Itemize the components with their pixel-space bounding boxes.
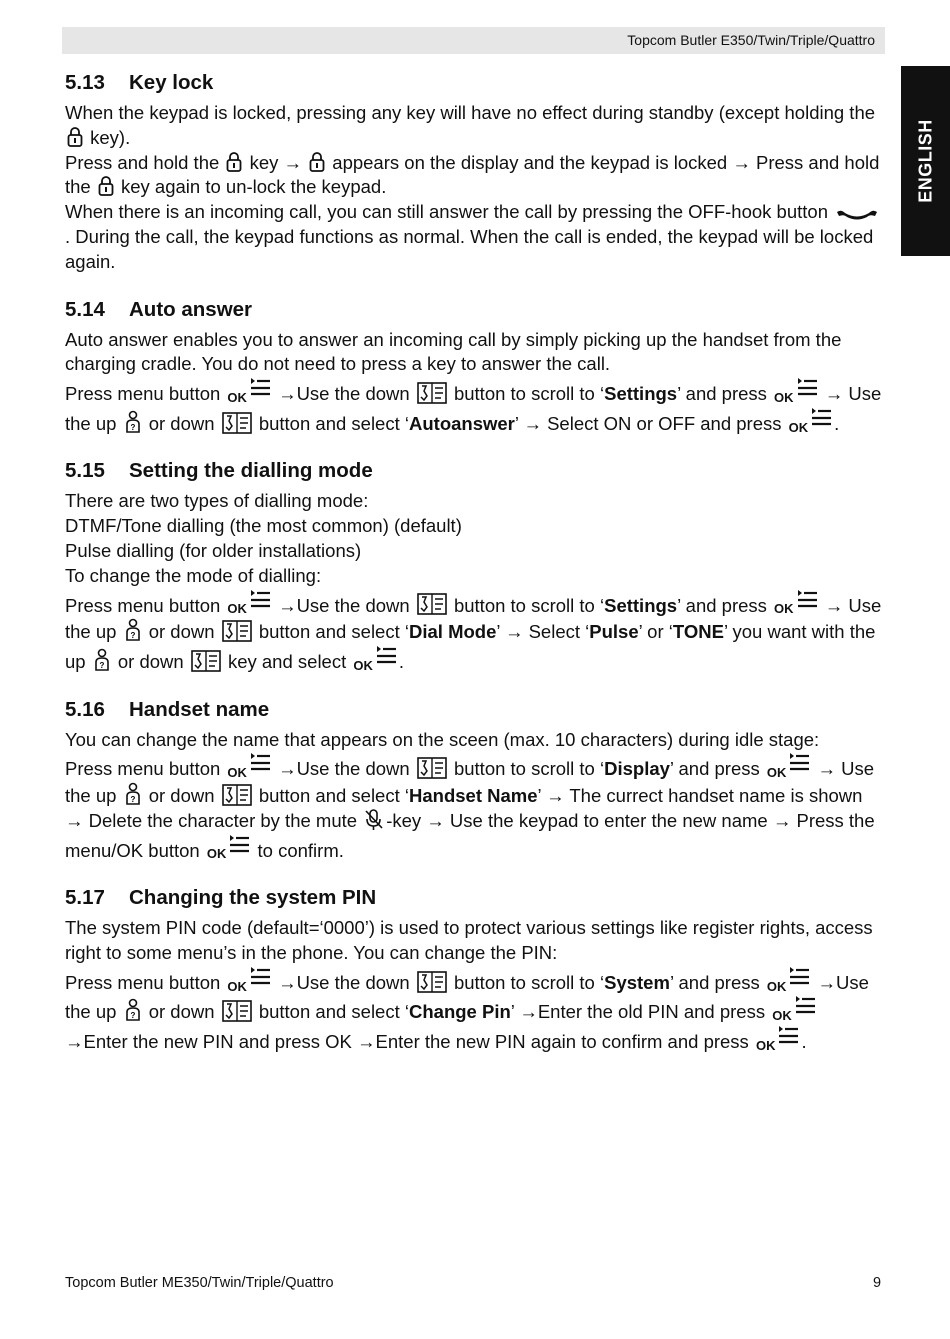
paragraph xyxy=(65,377,883,436)
section-number: 5.16 xyxy=(65,697,105,721)
paragraph xyxy=(65,966,883,1055)
paragraph: The system PIN code (default=‘0000’) is used to protect various settings like register rights, access right to some menu’s in the phone. You can change the PIN: xyxy=(65,917,873,963)
section-number: 5.14 xyxy=(65,297,105,321)
bold-term: Settings xyxy=(604,382,678,404)
ok-label: OK xyxy=(766,765,787,781)
paragraph xyxy=(65,151,883,201)
text: →Use the down xyxy=(278,758,410,780)
menu-lines-icon xyxy=(249,966,271,993)
ok-menu-icon xyxy=(227,589,271,616)
text: ’ →Enter the old PIN and press xyxy=(510,1001,766,1023)
text: →Use the up xyxy=(65,971,869,1023)
paragraph xyxy=(65,589,883,675)
ok-menu-icon xyxy=(767,752,811,779)
text: button to scroll to ‘ xyxy=(453,382,605,404)
text: →Use the down xyxy=(278,382,410,404)
down-phonebook-icon xyxy=(191,650,221,672)
text: button and select ‘ xyxy=(258,784,409,806)
text: key). xyxy=(90,126,131,148)
section-heading xyxy=(65,697,883,723)
section-key-lock xyxy=(65,70,883,275)
section-number: 5.13 xyxy=(65,71,105,94)
menu-lines-icon xyxy=(249,589,271,616)
text: →Use the down xyxy=(278,971,410,993)
text: When the keypad is locked, pressing any key will have no effect during standby (except holding the xyxy=(65,102,876,123)
ok-label: OK xyxy=(788,419,809,435)
text: → Use the up xyxy=(65,758,875,806)
section-title: Changing the system PIN xyxy=(129,886,377,910)
menu-lines-icon xyxy=(794,995,816,1022)
ok-label: OK xyxy=(353,657,373,673)
menu-lines-icon xyxy=(777,1025,799,1052)
text: . xyxy=(834,412,840,434)
section-heading xyxy=(65,297,883,323)
menu-lines-icon xyxy=(375,645,397,672)
svg-text:?: ? xyxy=(130,1011,136,1021)
down-phonebook-icon xyxy=(417,971,447,993)
bold-term: TONE xyxy=(672,621,724,643)
ok-menu-icon xyxy=(227,377,271,404)
section-auto-answer xyxy=(65,297,883,437)
text: button and select ‘ xyxy=(258,621,409,643)
ok-label: OK xyxy=(772,1008,792,1024)
header-bar xyxy=(62,27,885,54)
down-phonebook-icon xyxy=(222,412,252,434)
text: button to scroll to ‘ xyxy=(453,594,605,616)
paragraph xyxy=(65,200,883,274)
section-dialling-mode xyxy=(65,458,883,674)
ok-label: OK xyxy=(227,765,247,781)
paragraph: DTMF/Tone dialling (the most common) (default) xyxy=(65,515,462,537)
text: button to scroll to ‘ xyxy=(453,971,605,993)
section-heading xyxy=(65,458,883,484)
up-handset-icon xyxy=(124,998,142,1022)
text: or down xyxy=(148,621,215,643)
text: Press menu button xyxy=(65,971,221,993)
ok-menu-icon xyxy=(772,995,816,1022)
up-handset-icon xyxy=(124,410,142,434)
bold-term: Autoanswer xyxy=(409,412,515,434)
section-title: Key lock xyxy=(129,71,214,94)
paragraph: Auto answer enables you to answer an incoming call by simply picking up the handset from the charging cradle. You do not need to press a key to answer the call. xyxy=(65,328,842,375)
text: -key → Use the keypad to enter the new name → Press the menu/OK button xyxy=(65,809,875,861)
section-handset-name xyxy=(65,697,883,864)
text: →Enter the new PIN and press OK →Enter the new PIN again to confirm and press xyxy=(65,1030,749,1052)
text: key → xyxy=(249,151,302,173)
text: or down xyxy=(148,412,215,434)
ok-menu-icon xyxy=(227,966,271,993)
text: Press menu button xyxy=(65,594,221,616)
menu-lines-icon xyxy=(788,752,810,779)
text: appears on the display and the keypad is locked → Press and hold the xyxy=(65,151,880,198)
down-phonebook-icon xyxy=(222,784,252,806)
text: or down xyxy=(117,650,184,672)
text: . During the call, the keypad functions as normal. When the call is ended, the keypad will be locked again. xyxy=(65,225,874,272)
menu-lines-icon xyxy=(796,377,818,404)
lock-icon xyxy=(67,126,83,148)
ok-menu-icon xyxy=(774,377,818,404)
text: Press menu button xyxy=(65,382,221,404)
down-phonebook-icon xyxy=(222,1000,252,1022)
text: or down xyxy=(148,784,215,806)
page-number: 9 xyxy=(873,1275,882,1291)
menu-lines-icon xyxy=(249,752,271,779)
text: button to scroll to ‘ xyxy=(453,758,605,780)
section-system-pin xyxy=(65,885,883,1054)
section-title: Handset name xyxy=(129,697,270,721)
language-tab-label: ENGLISH xyxy=(915,119,935,203)
paragraph: To change the mode of dialling: xyxy=(65,564,322,586)
bold-term: Display xyxy=(604,758,670,780)
ok-label: OK xyxy=(774,601,794,617)
svg-text:?: ? xyxy=(130,422,136,432)
header-title: Topcom Butler E350/Twin/Triple/Quattro xyxy=(627,32,875,48)
text: Press and hold the xyxy=(65,151,220,173)
text: button and select ‘ xyxy=(258,412,409,434)
text: ’ or ‘ xyxy=(638,621,673,643)
section-title: Auto answer xyxy=(129,297,253,321)
lock-icon xyxy=(309,151,325,173)
ok-menu-icon xyxy=(774,589,818,616)
text: Press menu button xyxy=(65,758,221,780)
menu-lines-icon xyxy=(788,966,810,993)
down-phonebook-icon xyxy=(417,593,447,615)
ok-menu-icon xyxy=(207,834,251,861)
menu-lines-icon xyxy=(796,589,818,616)
text: → Use the up xyxy=(65,594,882,643)
ok-label: OK xyxy=(227,978,247,994)
section-number: 5.17 xyxy=(65,886,105,910)
menu-lines-icon xyxy=(249,377,271,404)
ok-label: OK xyxy=(227,601,247,617)
paragraph: Pulse dialling (for older installations) xyxy=(65,539,362,561)
text: ’ and press xyxy=(677,594,767,616)
svg-text:?: ? xyxy=(130,631,136,641)
ok-label: OK xyxy=(774,389,794,405)
ok-label: OK xyxy=(227,389,247,405)
text: key again to un-lock the keypad. xyxy=(121,176,387,198)
ok-label: OK xyxy=(755,1037,776,1053)
svg-text:?: ? xyxy=(130,794,136,804)
menu-lines-icon xyxy=(228,834,250,861)
ok-label: OK xyxy=(206,846,227,862)
bold-term: Change Pin xyxy=(409,1001,511,1023)
ok-menu-icon xyxy=(227,752,271,779)
up-handset-icon xyxy=(124,782,142,806)
paragraph xyxy=(65,101,883,151)
paragraph xyxy=(65,752,883,863)
paragraph: There are two types of dialling mode: xyxy=(65,490,369,512)
text: . xyxy=(398,650,405,672)
bold-term: Dial Mode xyxy=(409,621,497,643)
text: . xyxy=(801,1030,807,1052)
lock-icon xyxy=(226,151,242,173)
text: or down xyxy=(148,1001,215,1023)
up-handset-icon xyxy=(124,618,142,642)
section-heading xyxy=(65,70,883,96)
text: ’ → Select ON or OFF and press xyxy=(514,412,782,434)
up-handset-icon xyxy=(93,648,111,672)
ok-menu-icon xyxy=(767,966,811,993)
mute-icon xyxy=(364,809,384,831)
off-hook-icon xyxy=(835,208,879,222)
lock-icon xyxy=(98,175,114,197)
section-number: 5.15 xyxy=(65,459,105,483)
bold-term: Settings xyxy=(604,594,678,616)
text: → Use the up xyxy=(65,382,882,434)
text: ’ → The currect handset name is shown → Delete the character by the mute xyxy=(65,784,863,831)
ok-label: OK xyxy=(766,978,787,994)
text: ’ you want with the up xyxy=(65,621,876,672)
down-phonebook-icon xyxy=(417,382,447,404)
paragraph: You can change the name that appears on the sceen (max. 10 characters) during idle stage: xyxy=(65,728,820,750)
text: →Use the down xyxy=(278,594,410,616)
menu-lines-icon xyxy=(810,407,832,434)
svg-text:?: ? xyxy=(99,660,105,670)
text: ’ and press xyxy=(677,382,767,404)
down-phonebook-icon xyxy=(222,620,252,642)
text: ’ and press xyxy=(669,758,760,780)
text: ’ → Select ‘ xyxy=(496,621,590,643)
manual-content xyxy=(65,66,883,1076)
text: ’ and press xyxy=(669,971,760,993)
text: to confirm. xyxy=(257,839,344,861)
down-phonebook-icon xyxy=(417,757,447,779)
section-heading xyxy=(65,885,883,911)
bold-term: Pulse xyxy=(589,621,639,643)
language-tab xyxy=(901,66,950,256)
text: key and select xyxy=(227,650,347,672)
section-title: Setting the dialling mode xyxy=(129,459,373,483)
ok-menu-icon xyxy=(353,645,397,672)
bold-term: Handset Name xyxy=(409,784,538,806)
text: When there is an incoming call, you can still answer the call by pressing the OFF-hook button xyxy=(65,201,828,223)
bold-term: System xyxy=(604,971,670,993)
text: button and select ‘ xyxy=(258,1001,409,1023)
ok-menu-icon xyxy=(789,407,833,434)
ok-menu-icon xyxy=(756,1025,800,1052)
footer-model: Topcom Butler ME350/Twin/Triple/Quattro xyxy=(65,1275,334,1291)
